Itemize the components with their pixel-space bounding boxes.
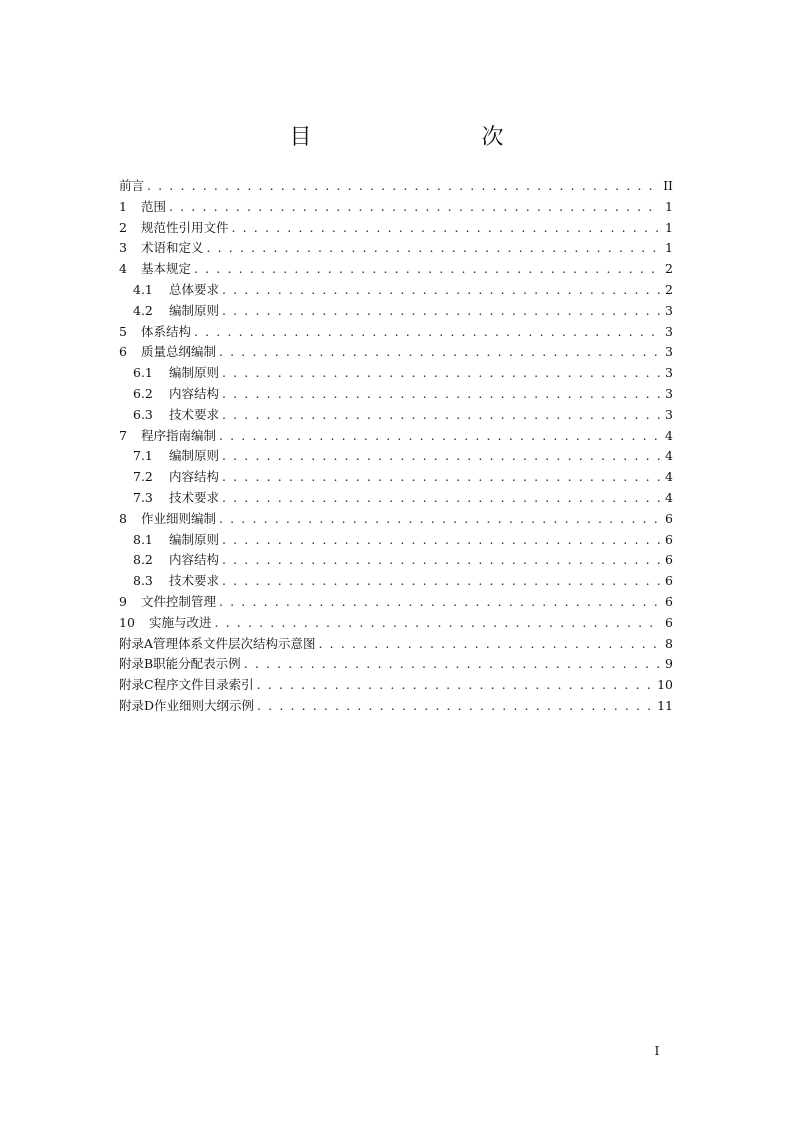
dot-leader (219, 344, 660, 359)
toc-entry-label: 总体要求 (169, 281, 220, 297)
toc-entry-label: 技术要求 (169, 406, 220, 422)
toc-section-number: 8.1 (133, 531, 153, 547)
page-number: I (654, 1043, 660, 1058)
dot-leader (194, 261, 660, 276)
toc-entry[interactable] (119, 322, 673, 343)
toc-section-number: 7.2 (133, 469, 153, 485)
toc-entry-label: 编制原则 (169, 448, 220, 464)
toc-page-number: 8 (665, 635, 673, 651)
toc-entry-label: 内容结构 (169, 469, 220, 485)
toc-page-number: 6 (665, 552, 673, 568)
dot-leader (222, 407, 660, 422)
toc-entry-label: 内容结构 (169, 385, 220, 401)
toc-entry[interactable] (119, 488, 673, 509)
toc-section-number: 9 (119, 593, 127, 609)
toc-page-number: 3 (665, 344, 673, 360)
toc-entry[interactable] (119, 301, 673, 322)
toc-page-number: 4 (665, 427, 673, 443)
toc-entry-label: 附录B职能分配表示例 (119, 656, 241, 672)
dot-leader (222, 303, 660, 318)
dot-leader (147, 178, 660, 193)
toc-page-number: 6 (665, 614, 673, 630)
toc-page-number: 3 (665, 323, 673, 339)
toc-entry[interactable] (119, 530, 673, 551)
toc-entry[interactable] (119, 613, 673, 634)
toc-page-number: 6 (665, 573, 673, 589)
toc-page-number: 2 (665, 261, 673, 277)
toc-entry-label: 内容结构 (169, 552, 220, 568)
toc-entry[interactable] (119, 176, 673, 197)
toc-entry-label: 规范性引用文件 (141, 219, 229, 235)
toc-page-number: 3 (665, 406, 673, 422)
toc-entry[interactable] (119, 405, 673, 426)
toc-section-number: 7 (119, 427, 127, 443)
toc-entry-label: 技术要求 (169, 573, 220, 589)
dot-leader (244, 656, 660, 671)
toc-entry-label: 附录C程序文件目录索引 (119, 677, 254, 693)
toc-entry-label: 编制原则 (169, 302, 220, 318)
toc-entry[interactable] (119, 197, 673, 218)
toc-section-number: 7.3 (133, 489, 153, 505)
toc-section-number: 6.2 (133, 385, 153, 401)
page-title: 目 次 (289, 125, 546, 150)
toc-page-number: 10 (657, 677, 673, 693)
toc-section-number: 8 (119, 510, 127, 526)
dot-leader (215, 615, 660, 630)
toc-page-number: 4 (665, 448, 673, 464)
dot-leader (194, 324, 660, 339)
table-of-contents (119, 176, 673, 717)
toc-section-number: 3 (119, 240, 127, 256)
toc-page-number: 3 (665, 302, 673, 318)
toc-page-number: 3 (665, 365, 673, 381)
toc-page-number: 6 (665, 593, 673, 609)
dot-leader (319, 636, 660, 651)
toc-entry-label: 质量总纲编制 (141, 344, 217, 360)
dot-leader (222, 532, 660, 547)
toc-page-number: 9 (665, 656, 673, 672)
toc-entry[interactable] (119, 280, 673, 301)
dot-leader (222, 552, 660, 567)
toc-section-number: 7.1 (133, 448, 153, 464)
toc-entry-label: 附录D作业细则大纲示例 (119, 697, 255, 713)
dot-leader (222, 365, 660, 380)
toc-entry[interactable] (119, 238, 673, 259)
toc-section-number: 10 (119, 614, 135, 630)
toc-entry-label: 编制原则 (169, 365, 220, 381)
toc-entry[interactable] (119, 384, 673, 405)
toc-section-number: 6.3 (133, 406, 153, 422)
toc-page-number: 1 (665, 219, 673, 235)
toc-entry[interactable] (119, 696, 673, 717)
toc-entry[interactable] (119, 654, 673, 675)
toc-section-number: 6.1 (133, 365, 153, 381)
dot-leader (219, 511, 660, 526)
toc-entry[interactable] (119, 550, 673, 571)
toc-entry[interactable] (119, 571, 673, 592)
dot-leader (222, 469, 660, 484)
dot-leader (257, 677, 655, 692)
dot-leader (219, 428, 660, 443)
toc-section-number: 8.3 (133, 573, 153, 589)
dot-leader (222, 386, 660, 401)
toc-section-number: 4.1 (133, 281, 153, 297)
toc-entry-label: 范围 (141, 198, 167, 214)
toc-page-number: 6 (665, 510, 673, 526)
toc-entry[interactable] (119, 509, 673, 530)
toc-entry-label: 附录A管理体系文件层次结构示意图 (119, 635, 316, 651)
toc-entry-label: 术语和定义 (141, 240, 204, 256)
toc-section-number: 1 (119, 198, 127, 214)
toc-entry-label: 技术要求 (169, 489, 220, 505)
toc-section-number: 4 (119, 261, 127, 277)
toc-entry[interactable] (119, 259, 673, 280)
dot-leader (219, 594, 660, 609)
toc-page-number: 2 (665, 281, 673, 297)
toc-entry-label: 体系结构 (141, 323, 192, 339)
toc-page-number: II (663, 178, 673, 193)
toc-entry[interactable] (119, 218, 673, 239)
toc-entry-label: 基本规定 (141, 261, 192, 277)
toc-entry[interactable] (119, 467, 673, 488)
dot-leader (207, 240, 660, 255)
dot-leader (222, 490, 660, 505)
toc-entry-label: 编制原则 (169, 531, 220, 547)
toc-entry[interactable] (119, 342, 673, 363)
dot-leader (222, 573, 660, 588)
toc-entry[interactable] (119, 446, 673, 467)
toc-entry[interactable] (119, 592, 673, 613)
toc-entry-label: 程序指南编制 (141, 427, 217, 443)
toc-entry-label: 文件控制管理 (141, 593, 217, 609)
dot-leader (222, 448, 660, 463)
toc-page-number: 1 (665, 198, 673, 214)
toc-page-number: 11 (657, 697, 673, 713)
toc-page-number: 3 (665, 385, 673, 401)
dot-leader (232, 220, 660, 235)
toc-section-number: 6 (119, 344, 127, 360)
toc-section-number: 5 (119, 323, 127, 339)
dot-leader (222, 282, 660, 297)
toc-entry[interactable] (119, 634, 673, 655)
toc-entry[interactable] (119, 426, 673, 447)
dot-leader (169, 199, 660, 214)
toc-section-number: 2 (119, 219, 127, 235)
toc-entry[interactable] (119, 675, 673, 696)
toc-section-number: 8.2 (133, 552, 153, 568)
toc-page-number: 6 (665, 531, 673, 547)
toc-page-number: 4 (665, 489, 673, 505)
toc-page-number: 1 (665, 240, 673, 256)
toc-entry-label: 作业细则编制 (141, 510, 217, 526)
toc-page-number: 4 (665, 469, 673, 485)
toc-entry-label: 实施与改进 (149, 614, 212, 630)
toc-entry[interactable] (119, 363, 673, 384)
toc-section-number: 4.2 (133, 302, 153, 318)
toc-entry-label: 前言 (119, 178, 145, 193)
dot-leader (257, 698, 654, 713)
